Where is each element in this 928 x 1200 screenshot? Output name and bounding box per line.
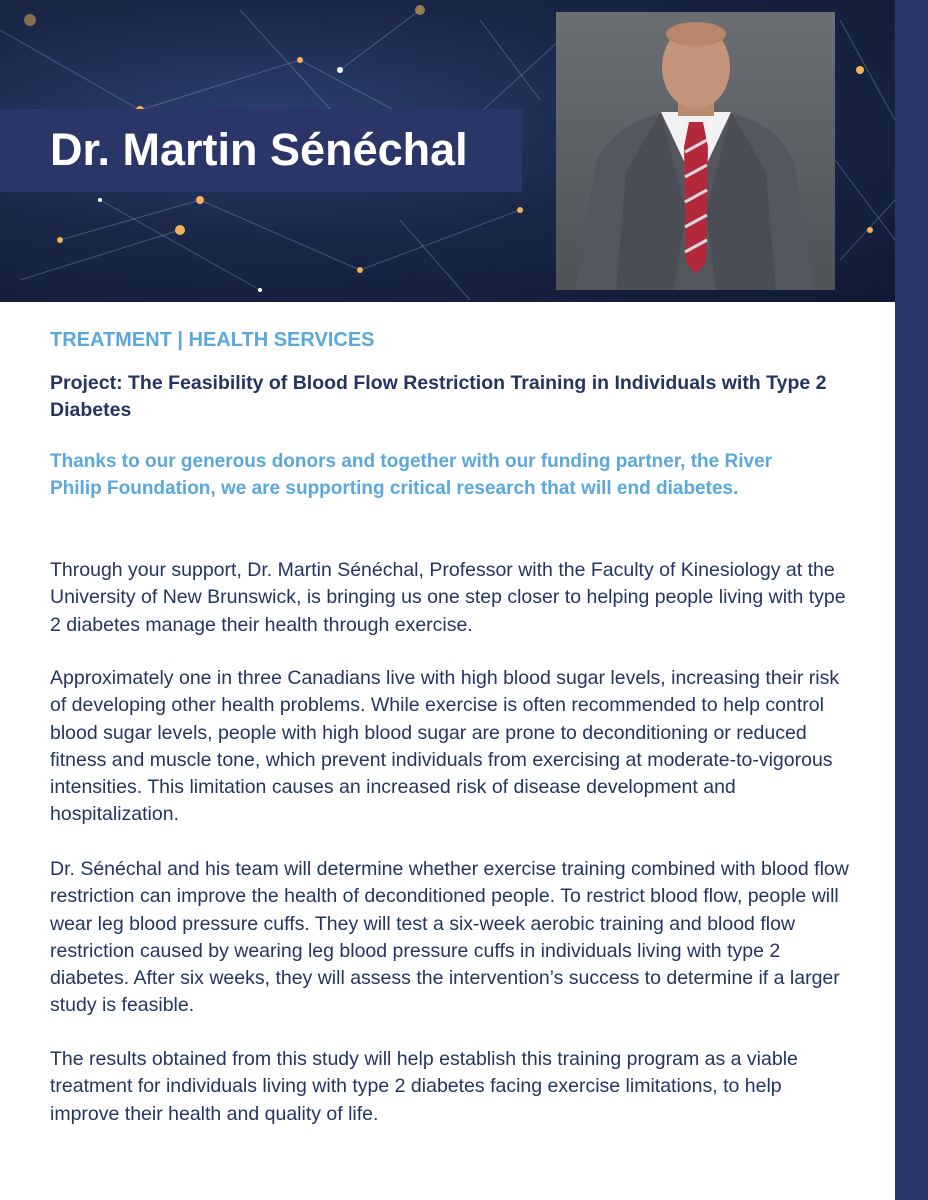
side-accent-bar — [895, 0, 928, 1200]
page-title: Dr. Martin Sénéchal — [50, 124, 468, 175]
body-paragraph-background: Approximately one in three Canadians live with high blood sugar levels, increasing their risk of developing other health problems. While exercise is often recommended to help control blood sugar levels, people with high blood sugar are prone to deconditioning or reduced fitness and muscle tone, which prevent individuals from exercising at moderate-to-vigorous intensities. This limitation causes an increased risk of disease development and hospitalization. — [50, 667, 840, 826]
body-paragraph-results: The results obtained from this study will help establish this training program as a viable treatment for individuals living with type 2 diabetes facing exercise limitations, to help improve their health and quality of life. — [50, 1048, 798, 1125]
portrait-illustration — [556, 12, 835, 290]
body-paragraph-study: Dr. Sénéchal and his team will determine whether exercise training combined with blood flow restriction can improve the health of deconditioned people. To restrict blood flow, people will wear leg blood pressure cuffs. They will test a six-week aerobic training and blood flow restriction caused by wearing leg blood pressure cuffs in individuals living with type 2 diabetes. After six weeks, they will assess the intervention’s success to determine if a larger study is feasible. — [50, 858, 849, 1017]
category-heading: TREATMENT | HEALTH SERVICES — [50, 329, 375, 351]
body-paragraph-support: Through your support, Dr. Martin Sénéchal, Professor with the Faculty of Kinesiology at the University of New Brunswick, is bringing us one step closer to helping people living with type 2 diabetes manage their health through exercise. — [50, 559, 846, 636]
portrait-photo — [556, 12, 835, 290]
project-title: Project: The Feasibility of Blood Flow Restriction Training in Individuals with Type 2 Diabetes — [50, 372, 827, 421]
thanks-statement: Thanks to our generous donors and together with our funding partner, the River Philip Foundation, we are supporting critical research that will end diabetes. — [50, 451, 773, 499]
